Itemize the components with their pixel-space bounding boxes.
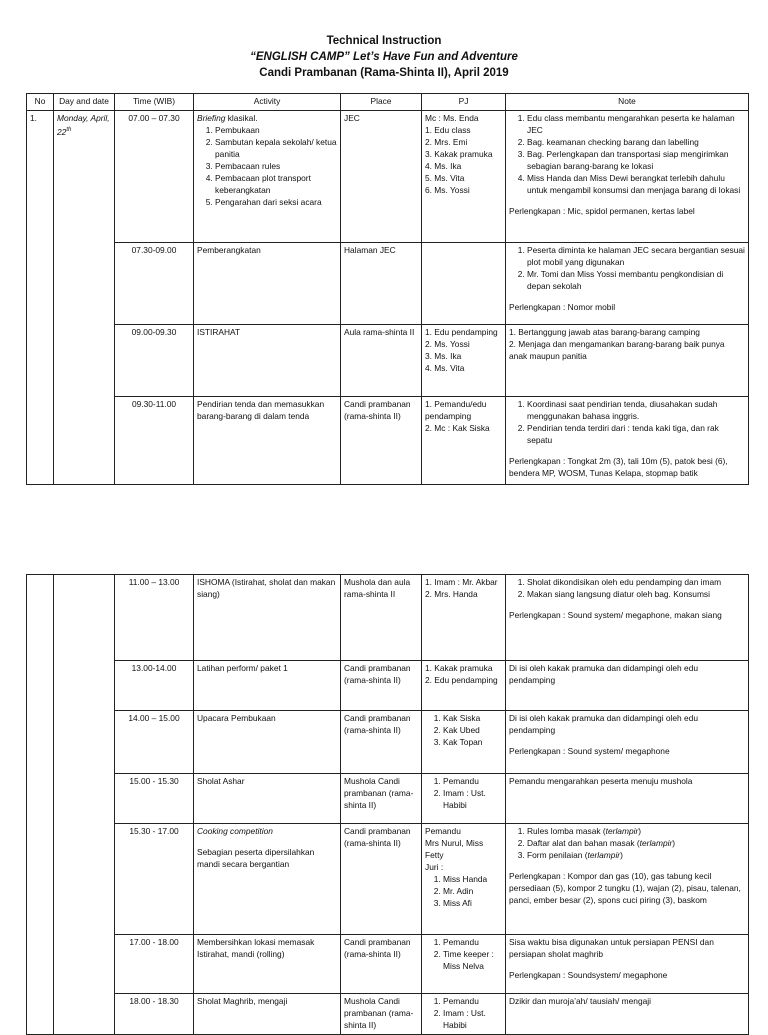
activity-item: 2. Sambutan kepala sekolah/ ketua panitia — [215, 136, 337, 160]
time-cell: 17.00 - 18.00 — [115, 935, 194, 994]
pj-cell — [422, 243, 506, 325]
table-row — [27, 935, 749, 994]
activity-item: 3. Pembacaan rules — [215, 160, 337, 172]
time-cell: 18.00 - 18.30 — [115, 994, 194, 1035]
note-cell: Pemandu mengarahkan peserta menuju mushola — [506, 774, 749, 824]
pj-line: 1. Imam : Mr. Akbar — [425, 577, 498, 587]
note-cell — [506, 325, 749, 397]
pj-cell — [422, 575, 506, 661]
pj-cell — [422, 397, 506, 485]
table-row — [27, 243, 749, 325]
place-cell: Candi prambanan (rama-shinta II) — [341, 397, 422, 485]
equipment-note: Perlengkapan : Nomor mobil — [509, 302, 616, 312]
pj-line: Mrs Nurul, Miss Fetty — [425, 838, 484, 860]
note-cell — [506, 243, 749, 325]
note-text-end: ) — [672, 838, 676, 848]
pj-list — [425, 995, 502, 1031]
note-cell — [506, 111, 749, 243]
note-list — [509, 398, 745, 446]
note-text: Form penilaian ( — [527, 850, 588, 860]
header-place: Place — [341, 94, 422, 111]
pj-cell — [422, 661, 506, 711]
pj-line: 6. Ms. Yossi — [425, 185, 470, 195]
activity-lead-italic: Briefing — [197, 113, 226, 123]
pj-line: 3. Kakak pramuka — [425, 149, 493, 159]
pj-line: Juri : — [425, 862, 444, 872]
activity-detail: Sebagian peserta dipersilahkan mandi secara bergantian — [197, 847, 315, 869]
pj-item: 1. Miss Handa — [443, 873, 502, 885]
note-line: Sisa waktu bisa digunakan untuk persiapan PENSI dan persiapan sholat maghrib — [509, 937, 714, 959]
pj-line: 2. Mc : Kak Siska — [425, 423, 490, 433]
pj-line: 3. Ms. Ika — [425, 351, 462, 361]
activity-cell — [194, 824, 341, 935]
document-title: Technical Instruction — [326, 35, 442, 47]
table-header-row — [27, 94, 749, 111]
note-item — [527, 849, 745, 861]
note-cell — [506, 711, 749, 774]
equipment-note: Perlengkapan : Sound system/ megaphone, makan siang — [509, 610, 722, 620]
note-item: 1. Sholat dikondisikan oleh edu pendamping dan imam — [527, 576, 745, 588]
note-list — [509, 244, 745, 292]
pj-item: 2. Imam : Ust. Habibi — [443, 787, 502, 811]
note-list — [509, 825, 745, 861]
pj-item: 1. Kak Siska — [443, 712, 502, 724]
pj-cell — [422, 325, 506, 397]
note-text-end: ) — [620, 850, 623, 860]
place-cell: Mushola Candi prambanan (rama-shinta II) — [341, 774, 422, 824]
pj-item: 1. Pemandu — [443, 936, 502, 948]
header-time: Time (WIB) — [115, 94, 194, 111]
pj-line: Mc : Ms. Enda — [425, 113, 479, 123]
row-number-text: 1. — [30, 113, 37, 123]
activity-lead-rest: klasikal. — [225, 113, 258, 123]
note-text-italic: terlampir — [605, 826, 639, 836]
activity-cell: Sholat Ashar — [194, 774, 341, 824]
activity-cell — [194, 111, 341, 243]
place-cell: Halaman JEC — [341, 243, 422, 325]
header-pj: PJ — [422, 94, 506, 111]
note-cell: Di isi oleh kakak pramuka dan didampingi oleh edu pendamping — [506, 661, 749, 711]
pj-list — [425, 775, 502, 811]
spacer — [509, 196, 745, 205]
activity-cell: Pemberangkatan — [194, 243, 341, 325]
note-list — [509, 576, 745, 600]
time-cell: 09.30-11.00 — [115, 397, 194, 485]
header-no: No — [27, 94, 54, 111]
note-line: Di isi oleh kakak pramuka dan didampingi oleh edu pendamping — [509, 713, 699, 735]
pj-cell — [422, 824, 506, 935]
note-cell — [506, 824, 749, 935]
activity-item: 4. Pembacaan plot transport keberangkatan — [215, 172, 337, 196]
row-number — [27, 111, 54, 485]
table-row — [27, 994, 749, 1035]
note-text: Daftar alat dan bahan masak ( — [527, 838, 640, 848]
spacer — [509, 736, 745, 745]
note-line: 1. Bertanggung jawab atas barang-barang camping — [509, 327, 700, 337]
day-date-cell — [54, 575, 115, 1035]
note-item: 1. Edu class membantu mengarahkan peserta ke halaman JEC — [527, 112, 745, 136]
row-number — [27, 575, 54, 1035]
spacer — [197, 837, 337, 846]
equipment-note: Perlengkapan : Mic, spidol permanen, kertas label — [509, 206, 695, 216]
pj-item: 3. Kak Topan — [443, 736, 502, 748]
time-cell: 09.00-09.30 — [115, 325, 194, 397]
place-cell: Mushola dan aula rama-shinta II — [341, 575, 422, 661]
equipment-note: Perlengkapan : Kompor dan gas (10), gas tabung kecil persediaan (5), kompor 2 tungku (1), wajan (2), pisau, talenan, panci, ember besar (2), spons cuci piring (3), baskom — [509, 871, 741, 905]
table-row — [27, 111, 749, 243]
pj-list — [425, 712, 502, 748]
activity-list — [197, 124, 337, 208]
pj-item: 2. Kak Ubed — [443, 724, 502, 736]
activity-cell: ISHOMA (Istirahat, sholat dan makan siang) — [194, 575, 341, 661]
activity-cell: Sholat Maghrib, mengaji — [194, 994, 341, 1035]
note-item — [527, 837, 745, 849]
header-day-date: Day and date — [54, 94, 115, 111]
document-header — [0, 33, 768, 81]
activity-cell: ISTIRAHAT — [194, 325, 341, 397]
activity-cell: Membersihkan lokasi memasak Istirahat, mandi (rolling) — [194, 935, 341, 994]
activity-cell: Latihan perform/ paket 1 — [194, 661, 341, 711]
pj-line: 4. Ms. Vita — [425, 363, 465, 373]
note-cell — [506, 397, 749, 485]
note-cell — [506, 935, 749, 994]
equipment-note: Perlengkapan : Tongkat 2m (3), tali 10m (5), patok besi (6), bendera MP, WOSM, Tunas Kelapa, stopmap batik — [509, 456, 728, 478]
note-text: Rules lomba masak ( — [527, 826, 606, 836]
pj-line: 1. Edu class — [425, 125, 471, 135]
place-cell: Aula rama-shinta II — [341, 325, 422, 397]
place-cell: Candi prambanan (rama-shinta II) — [341, 824, 422, 935]
table-row — [27, 325, 749, 397]
pj-line: 5. Ms. Vita — [425, 173, 465, 183]
pj-line: 2. Ms. Yossi — [425, 339, 470, 349]
time-cell: 15.00 - 15.30 — [115, 774, 194, 824]
note-list — [509, 112, 745, 196]
day-date-text: Monday, April, 22 — [57, 113, 110, 137]
table-row — [27, 774, 749, 824]
activity-title: Cooking competition — [197, 826, 273, 836]
pj-cell — [422, 111, 506, 243]
pj-cell — [422, 711, 506, 774]
time-cell: 07.00 – 07.30 — [115, 111, 194, 243]
pj-list — [425, 936, 502, 972]
time-cell: 07.30-09.00 — [115, 243, 194, 325]
place-cell: Candi prambanan (rama-shinta II) — [341, 661, 422, 711]
pj-item: 2. Mr. Adin — [443, 885, 502, 897]
pj-item: 1. Pemandu — [443, 995, 502, 1007]
pj-line: 1. Pemandu/edu pendamping — [425, 399, 487, 421]
note-item: 1. Peserta diminta ke halaman JEC secara bergantian sesuai plot mobil yang digunakan — [527, 244, 745, 268]
equipment-note: Perlengkapan : Sound system/ megaphone — [509, 746, 670, 756]
time-cell: 14.00 – 15.00 — [115, 711, 194, 774]
pj-line: 2. Mrs. Handa — [425, 589, 478, 599]
activity-item: 5. Pengarahan dari seksi acara — [215, 196, 337, 208]
pj-item: 2. Time keeper : Miss Nelva — [443, 948, 502, 972]
table-row — [27, 824, 749, 935]
note-cell: Dzikir dan muroja’ah/ tausiah/ mengaji — [506, 994, 749, 1035]
note-text-end: ) — [638, 826, 642, 836]
pj-line: 1. Edu pendamping — [425, 327, 498, 337]
spacer — [509, 960, 745, 969]
activity-item: 1. Pembukaan — [215, 124, 337, 136]
header-note: Note — [506, 94, 749, 111]
pj-cell — [422, 994, 506, 1035]
note-item: 2. Bag. keamanan checking barang dan labelling — [527, 136, 745, 148]
pj-line: 4. Ms. Ika — [425, 161, 462, 171]
note-cell — [506, 575, 749, 661]
note-text-italic: terlampir — [587, 850, 621, 860]
pj-item: 3. Miss Afi — [443, 897, 502, 909]
note-item: 4. Miss Handa dan Miss Dewi berangkat terlebih dahulu untuk mengambil konsumsi dan menjaga barang di lokasi — [527, 172, 745, 196]
pj-line: 2. Mrs. Emi — [425, 137, 468, 147]
pj-line: 1. Kakak pramuka — [425, 663, 493, 673]
day-ordinal-suffix: th — [66, 127, 72, 133]
note-item: 2. Mr. Tomi dan Miss Yossi membantu pengkondisian di depan sekolah — [527, 268, 745, 292]
pj-cell — [422, 774, 506, 824]
spacer — [509, 600, 745, 609]
day-date-cell — [54, 111, 115, 485]
table-row — [27, 661, 749, 711]
schedule-table-page-1 — [26, 93, 749, 485]
place-cell: Candi prambanan (rama-shinta II) — [341, 935, 422, 994]
pj-list — [425, 873, 502, 909]
table-row — [27, 711, 749, 774]
pj-line: 2. Edu pendamping — [425, 675, 498, 685]
pj-item: 1. Pemandu — [443, 775, 502, 787]
equipment-note: Perlengkapan : Soundsystem/ megaphone — [509, 970, 668, 980]
activity-cell: Pendirian tenda dan memasukkan barang-barang di dalam tenda — [194, 397, 341, 485]
note-line: 2. Menjaga dan mengamankan barang-barang baik punya anak maupun panitia — [509, 339, 725, 361]
place-cell: Mushola Candi prambanan (rama-shinta II) — [341, 994, 422, 1035]
table-row — [27, 397, 749, 485]
table-row — [27, 575, 749, 661]
time-cell: 15.30 - 17.00 — [115, 824, 194, 935]
event-location: Candi Prambanan (Rama-Shinta II), April 2019 — [259, 67, 509, 79]
place-cell: JEC — [341, 111, 422, 243]
pj-cell — [422, 935, 506, 994]
schedule-table-page-2 — [26, 574, 749, 1035]
pj-line: Pemandu — [425, 826, 461, 836]
note-text-italic: terlampir — [639, 838, 673, 848]
header-activity: Activity — [194, 94, 341, 111]
time-cell: 13.00-14.00 — [115, 661, 194, 711]
place-cell: Candi prambanan (rama-shinta II) — [341, 711, 422, 774]
event-title: “ENGLISH CAMP” Let’s Have Fun and Adventure — [250, 51, 518, 63]
note-item — [527, 825, 745, 837]
note-item: 2. Makan siang langsung diatur oleh bag. Konsumsi — [527, 588, 745, 600]
pj-item: 2. Imam : Ust. Habibi — [443, 1007, 502, 1031]
spacer — [509, 446, 745, 455]
note-item: 3. Bag. Perlengkapan dan transportasi siap mengirimkan sebagian barang-barang ke lokasi — [527, 148, 745, 172]
time-cell: 11.00 – 13.00 — [115, 575, 194, 661]
spacer — [509, 861, 745, 870]
activity-cell: Upacara Pembukaan — [194, 711, 341, 774]
note-item: 1. Koordinasi saat pendirian tenda, diusahakan sudah menggunakan bahasa inggris. — [527, 398, 745, 422]
spacer — [509, 292, 745, 301]
note-item: 2. Pendirian tenda terdiri dari : tenda kaki tiga, dan rak sepatu — [527, 422, 745, 446]
